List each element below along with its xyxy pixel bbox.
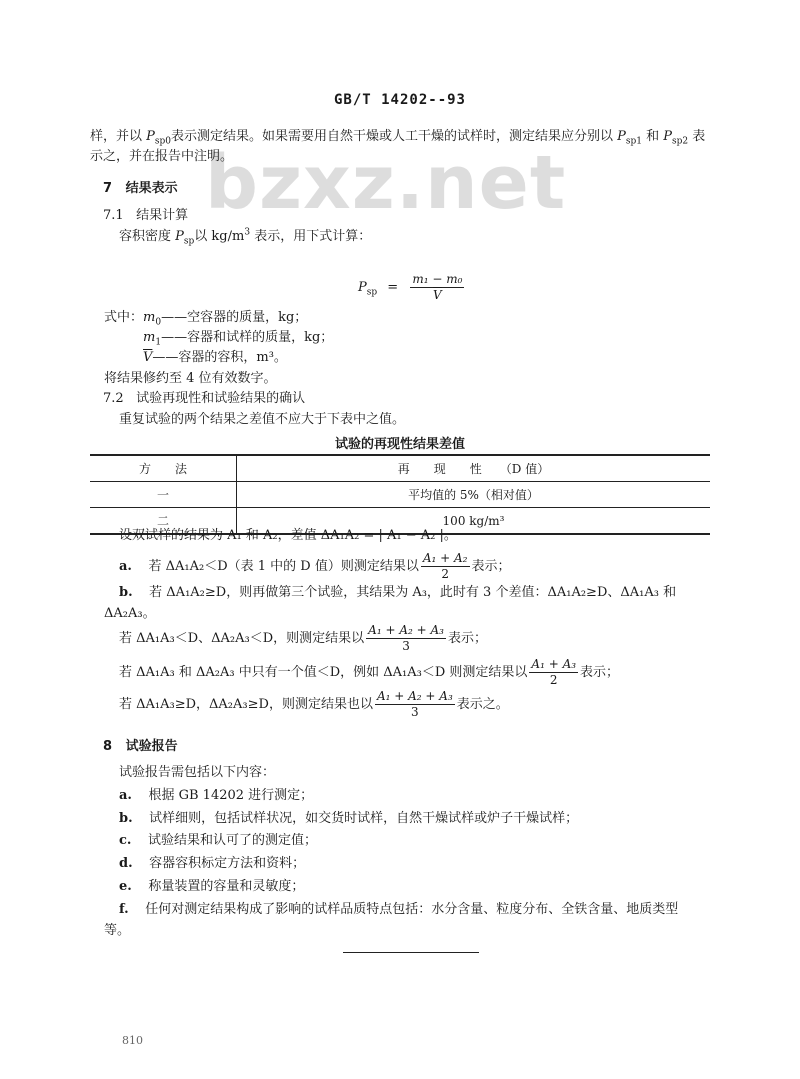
page-number: 810 xyxy=(122,1034,143,1047)
intro-line-2: 示之，并在报告中注明。 xyxy=(90,149,234,164)
report-item-e: e. 称量装置的容量和灵敏度； xyxy=(119,879,305,894)
table-header-row xyxy=(90,455,710,482)
reproducibility-table xyxy=(90,454,710,535)
item-a: a. 若 ΔA₁A₂＜D（表 1 中的 D 值）则测定结果以 $\frac{\text{A₁ + A₂}}{2}$ 表示； xyxy=(119,551,511,581)
report-intro: 试验报告需包括以下内容： xyxy=(119,765,276,780)
where-m1: $m_1——$容器和试样的质量，kg； xyxy=(143,330,334,348)
where-m0: 式中：$m_0——$空容器的质量，kg； xyxy=(104,310,308,328)
repeat-test-text: 重复试验的两个结果之差值不应大于下表中之值。 xyxy=(119,412,406,427)
case-1: 若 ΔA₁A₃＜D、ΔA₂A₃＜D，则测定结果以 $\frac{\text{A₁ + A₂ + A₃}}{3}$ 表示； xyxy=(119,623,487,653)
table-cell-value: 平均值的 5%（相对值） xyxy=(237,482,711,508)
density-fraction: $\frac{\text{m₁ − m₀}}{V}$ xyxy=(412,272,463,302)
table-cell-method: 二 xyxy=(90,508,237,535)
case-2: 若 ΔA₁A₃ 和 ΔA₂A₃ 中只有一个值＜D，例如 ΔA₁A₃＜D 则测定结果以 $\frac{\text{A₁ + A₃}}{2}$ 表示； xyxy=(119,657,620,687)
report-item-f-cont: 等。 xyxy=(104,923,131,938)
item-b-line-2: ΔA₂A₃。 xyxy=(104,606,156,621)
section-7-1-heading: 7.1 结果计算 xyxy=(103,208,189,223)
where-v: $\overline{V}——$容器的容积，m³。 xyxy=(143,350,287,365)
report-item-c: c. 试验结果和认可了的测定值； xyxy=(119,833,317,848)
section-8-heading: 8 试验报告 xyxy=(103,739,178,754)
doc-code-header: GB/T 14202--93 xyxy=(333,92,466,108)
section-7-2-heading: 7.2 试验再现性和试验结果的确认 xyxy=(103,391,306,406)
intro-line-1: 样，并以 $P_{sp0}$表示测定结果。如果需要用自然干燥或人工干燥的试样时，测定结果应分别以 $P_{sp1}$ 和 $P_{sp2}$ 表 xyxy=(90,129,706,147)
table-cell-value: 100 kg/m³ xyxy=(237,508,711,535)
table-header-reproducibility: 再 现 性 （D 值） xyxy=(237,455,711,482)
report-item-a: a. 根据 GB 14202 进行测定； xyxy=(119,788,314,803)
case-3: 若 ΔA₁A₃≥D，ΔA₂A₃≥D，则测定结果也以 $\frac{\text{A₁ + A₂ + A₃}}{3}$ 表示之。 xyxy=(119,689,509,719)
report-item-f: f. 任何对测定结果构成了影响的试样品质特点包括：水分含量、粒度分布、全铁含量、地质类型 xyxy=(119,902,679,917)
dual-sample-text: 设双试样的结果为 A₁ 和 A₂，差值 ΔA₁A₂ = | A₁ − A₂ |。 xyxy=(119,528,457,543)
density-definition: 容积密度 $P_{sp}$以 $kg/m^3$ 表示，用下式计算： xyxy=(119,227,372,247)
item-b-line-1: b. 若 ΔA₁A₂≥D，则再做第三个试验，其结果为 A₃，此时有 3 个差值：ΔA₁A₂≥D、ΔA₁A₃ 和 xyxy=(119,585,677,600)
section-7-heading: 7 结果表示 xyxy=(103,181,178,196)
report-item-d: d. 容器容积标定方法和资料； xyxy=(119,856,306,871)
report-item-b: b. 试样细则，包括试样状况，如交货时试样，自然干燥试样或炉子干燥试样； xyxy=(119,811,579,826)
table-header-method: 方 法 xyxy=(90,455,237,482)
density-formula: $P_{sp}$ = $\frac{\text{m₁ − m₀}}{V}$ xyxy=(358,272,463,302)
table-cell-method: 一 xyxy=(90,482,237,508)
watermark: bzxz.net xyxy=(205,140,567,226)
rounding-rule: 将结果修约至 4 位有效数字。 xyxy=(104,371,277,386)
end-rule xyxy=(343,952,479,953)
table-row xyxy=(90,482,710,508)
table-title: 试验的再现性结果差值 xyxy=(334,437,465,452)
